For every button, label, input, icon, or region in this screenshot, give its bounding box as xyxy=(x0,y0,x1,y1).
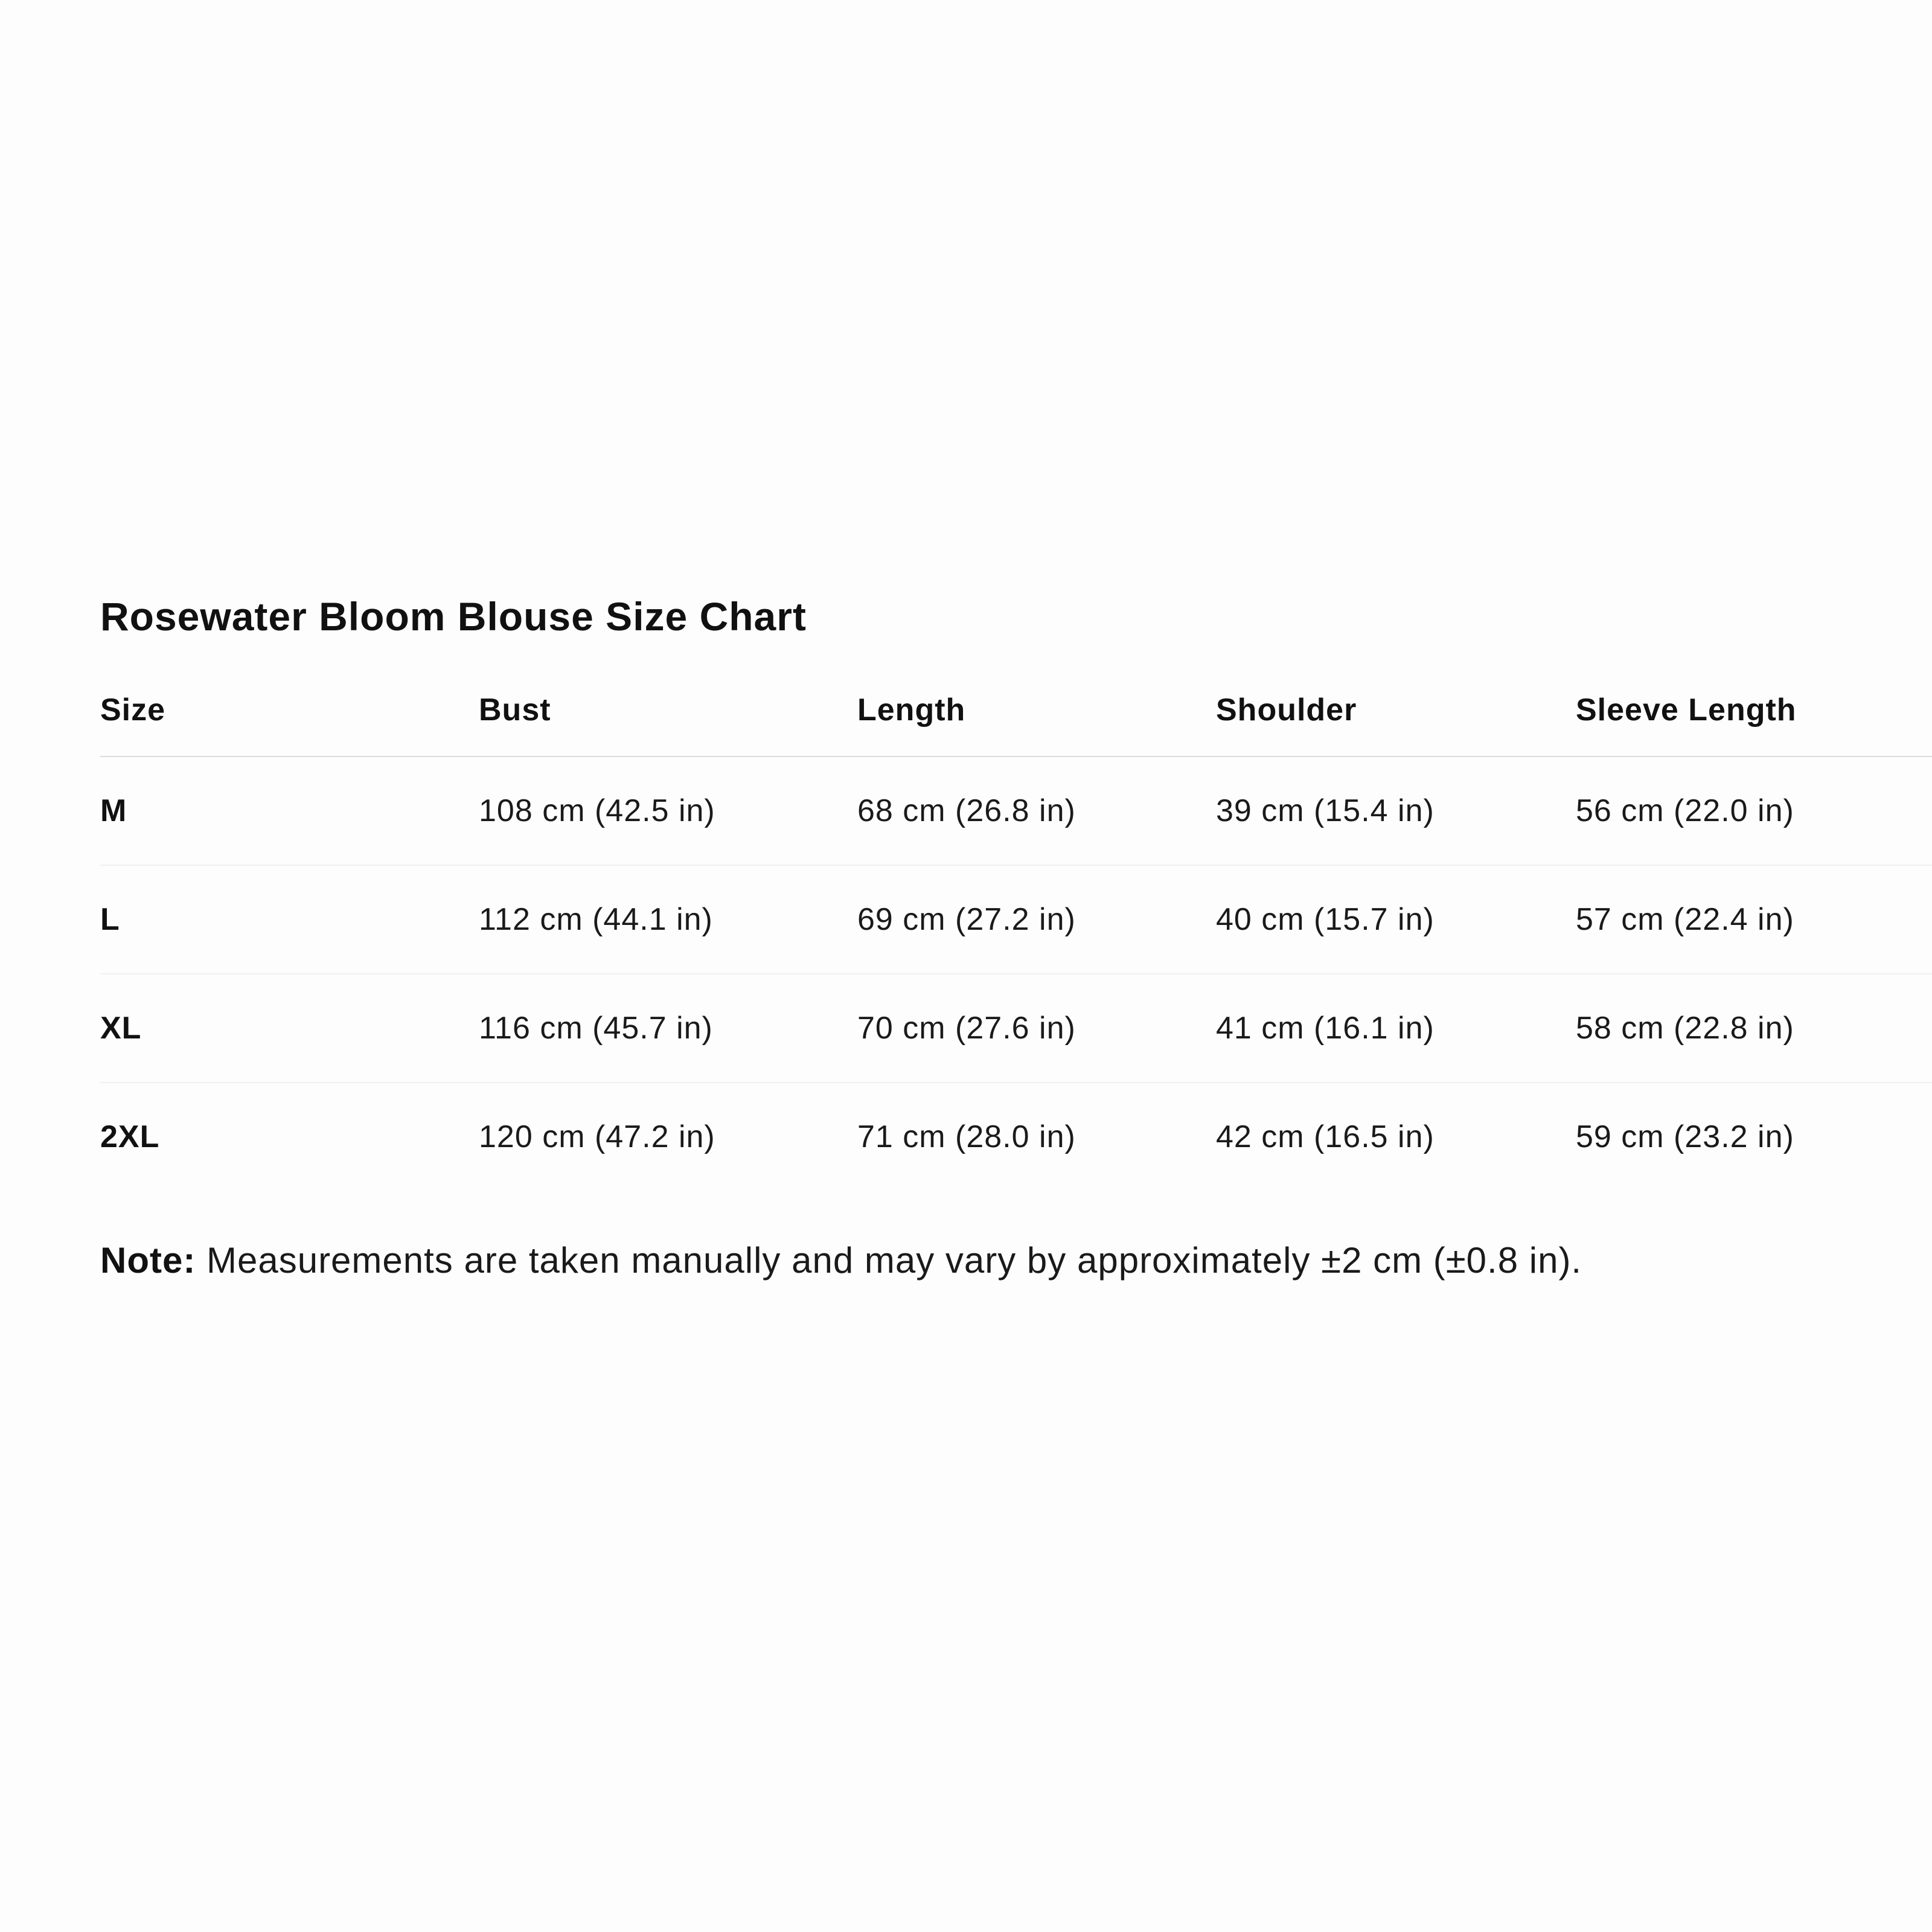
size-chart xyxy=(100,594,1932,1191)
sleeve-length-cell: 57 cm (22.4 in) xyxy=(1576,865,1932,974)
size-cell: L xyxy=(100,865,479,974)
shoulder-cell: 42 cm (16.5 in) xyxy=(1216,1119,1435,1154)
size-cell: XL xyxy=(100,974,479,1083)
shoulder-cell: 40 cm (15.7 in) xyxy=(1216,865,1576,974)
table-row xyxy=(100,974,1932,1083)
column-header-bust: Bust xyxy=(479,659,857,756)
size-table xyxy=(100,659,1932,1191)
sleeve-length-cell: 58 cm (22.8 in) xyxy=(1576,974,1932,1083)
bust-cell: 112 cm (44.1 in) xyxy=(479,865,857,974)
table-row xyxy=(100,1083,1932,1191)
shoulder-cell: 39 cm (15.4 in) xyxy=(1216,756,1576,865)
table-row xyxy=(100,756,1932,865)
column-header-size: Size xyxy=(100,659,479,756)
column-header-shoulder: Shoulder xyxy=(1216,659,1576,756)
length-cell: 70 cm (27.6 in) xyxy=(857,974,1216,1083)
column-header-sleeve-length: Sleeve Length xyxy=(1576,659,1932,756)
table-header-row xyxy=(100,659,1932,756)
note-text: Measurements are taken manually and may vary by approximately ±2 cm (±0.8 in). xyxy=(196,1240,1582,1281)
measurement-note xyxy=(100,1240,1582,1281)
size-cell: M xyxy=(100,756,479,865)
chart-title: Rosewater Bloom Blouse Size Chart xyxy=(100,594,807,639)
length-cell: 69 cm (27.2 in) xyxy=(857,865,1216,974)
length-cell: 68 cm (26.8 in) xyxy=(857,756,1216,865)
bust-cell: 108 cm (42.5 in) xyxy=(479,756,857,865)
bust-cell: 116 cm (45.7 in) xyxy=(479,974,857,1083)
shoulder-cell: 41 cm (16.1 in) xyxy=(1216,974,1576,1083)
length-cell: 71 cm (28.0 in) xyxy=(857,1119,1076,1154)
table-row xyxy=(100,865,1932,974)
bust-cell: 120 cm (47.2 in) xyxy=(479,1119,715,1154)
size-cell: 2XL xyxy=(100,1119,160,1154)
note-label: Note: xyxy=(100,1240,196,1281)
column-header-length: Length xyxy=(857,659,1216,756)
sleeve-length-cell: 56 cm (22.0 in) xyxy=(1576,756,1932,865)
sleeve-length-cell: 59 cm (23.2 in) xyxy=(1576,1119,1794,1154)
